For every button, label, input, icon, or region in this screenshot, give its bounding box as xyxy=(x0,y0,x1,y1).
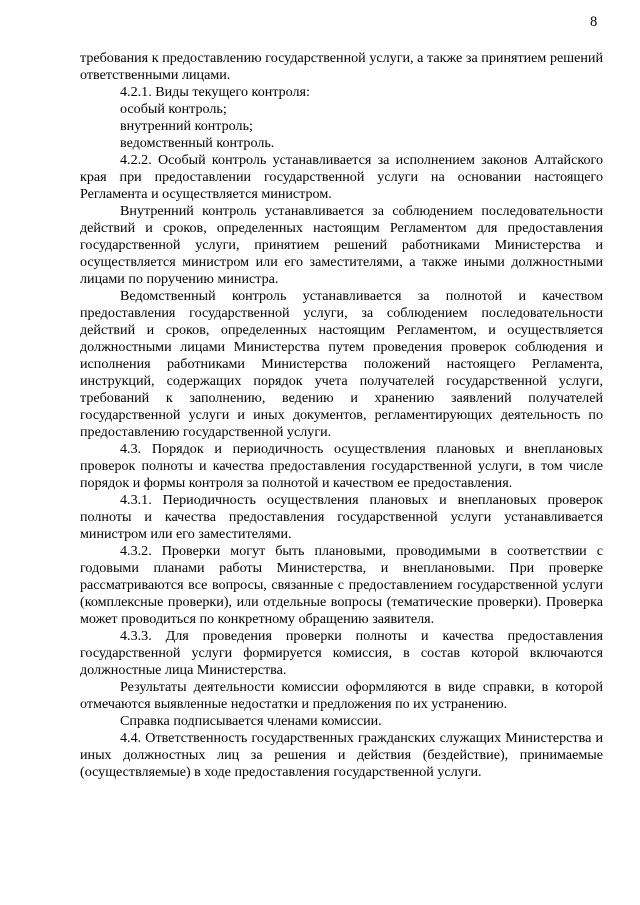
paragraph-report-signing: Справка подписывается членами комиссии. xyxy=(120,713,382,729)
paragraph-internal-control: Внутренний контроль устанавливается за соблюдением последовательности действий и сроков, определенных настоящим Регламентом для предоставления государственной услуги, принятием решений работниками Министерства и осуществляется министром или его заместителями, а также иными должностными лицами по поручению министра. xyxy=(80,203,603,287)
control-type-internal: внутренний контроль; xyxy=(120,118,253,134)
paragraph-4-3: 4.3. Порядок и периодичность осуществления плановых и внеплановых проверок полноты и качества предоставления государственной услуги, в том числе порядок и формы контроля за полнотой и качеством ее предоставления. xyxy=(80,441,603,491)
page-number: 8 xyxy=(590,14,598,30)
control-type-departmental: ведомственный контроль. xyxy=(120,135,275,151)
paragraph-departmental-control: Ведомственный контроль устанавливается за полнотой и качеством предоставления государственной услуги, за соблюдением последовательности действий и сроков, определенных настоящим Регламентом, и осуществляется должностными лицами Министерства путем проведения проверок соблюдения и исполнения работниками Министерства положений настоящего Регламента, инструкций, содержащих порядок учета получателей государственной услуги, требований к заполнению, ведению и хранению заявлений получателей государственной услуги и иных документов, регламентирующих деятельность по предоставлению государственной услуги. xyxy=(80,288,603,440)
paragraph-4-2-2: 4.2.2. Особый контроль устанавливается за исполнением законов Алтайского края при предоставлении государственной услуги на основании настоящего Регламента и осуществляется министром. xyxy=(80,152,603,202)
paragraph-4-3-2: 4.3.2. Проверки могут быть плановыми, проводимыми в соответствии с годовыми планами работы Министерства, и внеплановыми. При проверке рассматриваются все вопросы, связанные с предоставлением государственной услуги (комплексные проверки), или отдельные вопросы (тематические проверки). Проверка может проводиться по конкретному обращению заявителя. xyxy=(80,543,603,627)
paragraph-4-3-3: 4.3.3. Для проведения проверки полноты и качества предоставления государственной услуги формируется комиссия, в состав которой включаются должностные лица Министерства. xyxy=(80,628,603,678)
paragraph-continuation: требования к предоставлению государственной услуги, а также за принятием решений ответственными лицами. xyxy=(80,50,603,83)
control-type-special: особый контроль; xyxy=(120,101,227,117)
document-body xyxy=(80,50,603,781)
paragraph-4-3-1: 4.3.1. Периодичность осуществления плановых и внеплановых проверок полноты и качества предоставления государственной услуги устанавливается министром или его заместителями. xyxy=(80,492,603,542)
paragraph-4-4: 4.4. Ответственность государственных гражданских служащих Министерства и иных должностных лиц за решения и действия (бездействие), принимаемые (осуществляемые) в ходе предоставления государственной услуги. xyxy=(80,730,603,780)
paragraph-commission-results: Результаты деятельности комиссии оформляются в виде справки, в которой отмечаются выявленные недостатки и предложения по их устранению. xyxy=(80,679,603,712)
paragraph-4-2-1-heading: 4.2.1. Виды текущего контроля: xyxy=(120,84,310,100)
